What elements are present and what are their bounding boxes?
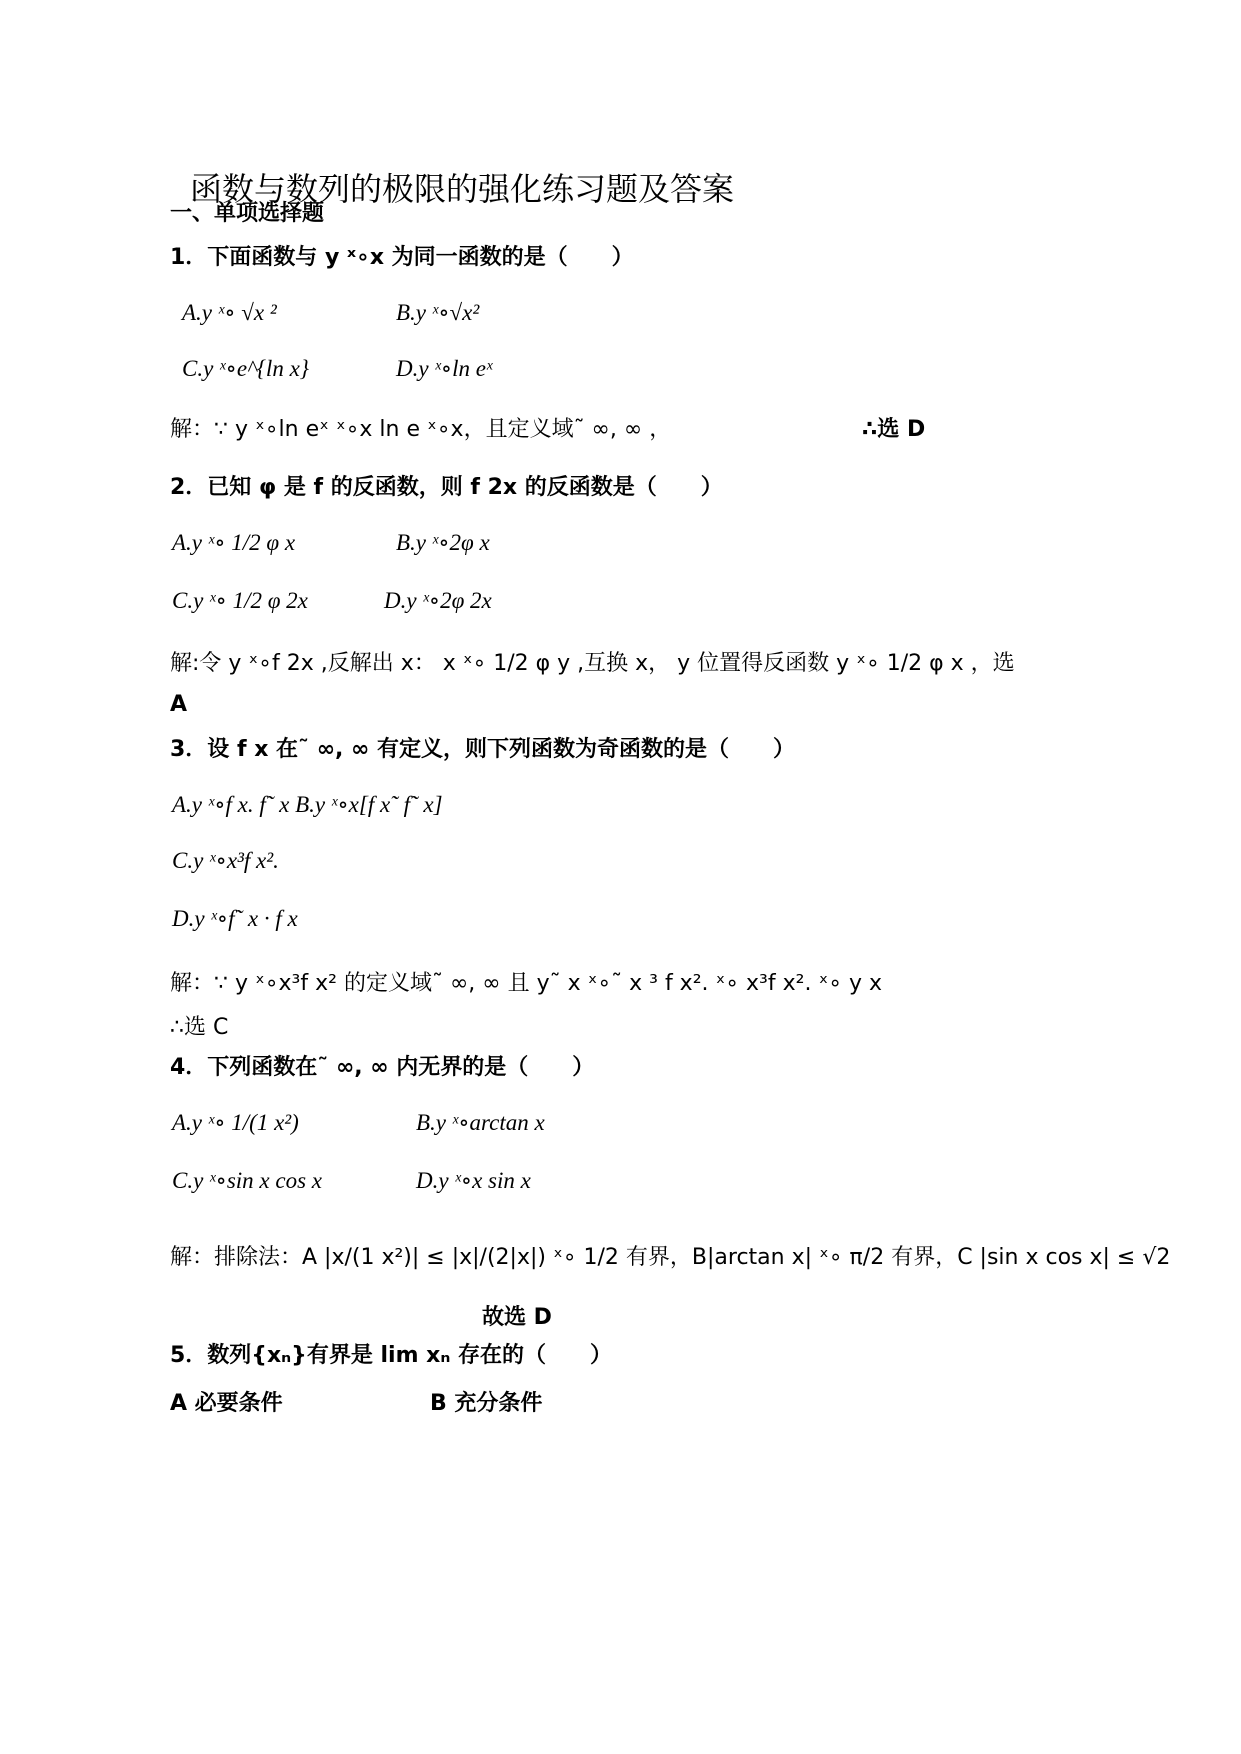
- question-1-solution: 解：∵ y ˣ∘ln eˣ ˣ∘x ln e ˣ∘x，且定义域˜ ∞, ∞ ，: [170, 417, 672, 442]
- question-2-stem: 2．已知 φ 是 f 的反函数，则 f 2x 的反函数是（ ）: [170, 475, 723, 500]
- question-1-answer: ∴选 D: [862, 417, 926, 442]
- question-2-option-a[interactable]: A.y ˣ∘ 1/2 φ x: [172, 530, 296, 555]
- question-3-stem: 3．设 f x 在˜ ∞, ∞ 有定义，则下列函数为奇函数的是（ ）: [170, 737, 796, 762]
- question-4-option-d[interactable]: D.y ˣ∘x sin x: [416, 1168, 531, 1193]
- question-2-option-d[interactable]: D.y ˣ∘2φ 2x: [384, 588, 492, 613]
- question-1-option-b[interactable]: B.y ˣ∘√x²: [396, 300, 480, 325]
- question-3-option-c[interactable]: C.y ˣ∘x³f x².: [172, 848, 279, 873]
- page-title: 函数与数列的极限的强化练习题及答案: [190, 170, 735, 208]
- section-heading: 一、单项选择题: [170, 201, 325, 226]
- question-3-answer: ∴选 C: [170, 1015, 229, 1040]
- question-5-option-a[interactable]: A 必要条件: [170, 1391, 283, 1416]
- question-4-option-b[interactable]: B.y ˣ∘arctan x: [416, 1110, 545, 1135]
- question-4-solution: 解：排除法：A |x/(1 x²)| ≤ |x|/(2|x|) ˣ∘ 1/2 有界，B|arctan x| ˣ∘ π/2 有界，C |sin x cos x| ≤ √2: [170, 1245, 1171, 1270]
- question-5-stem: 5．数列{xₙ}有界是 lim xₙ 存在的（ ）: [170, 1343, 613, 1368]
- question-1-option-c[interactable]: C.y ˣ∘e^{ln x}: [182, 356, 309, 381]
- question-5-option-b[interactable]: B 充分条件: [430, 1391, 543, 1416]
- question-3-solution: 解：∵ y ˣ∘x³f x² 的定义域˜ ∞, ∞ 且 y˜ x ˣ∘˜ x ³ f x². ˣ∘ x³f x². ˣ∘ y x: [170, 971, 883, 996]
- question-1-option-d[interactable]: D.y ˣ∘ln eˣ: [396, 356, 493, 381]
- question-4-option-c[interactable]: C.y ˣ∘sin x cos x: [172, 1168, 322, 1193]
- question-3-options-ab[interactable]: A.y ˣ∘f x. f˜ x B.y ˣ∘x[f x˜ f˜ x]: [172, 792, 443, 817]
- question-4-answer: 故选 D: [482, 1305, 552, 1330]
- question-3-option-d[interactable]: D.y ˣ∘f˜ x · f x: [172, 906, 298, 931]
- question-1-stem: 1．下面函数与 y ˣ∘x 为同一函数的是（ ）: [170, 245, 634, 270]
- question-2-answer: A: [170, 692, 188, 717]
- question-4-option-a[interactable]: A.y ˣ∘ 1/(1 x²): [172, 1110, 299, 1135]
- question-4-stem: 4．下列函数在˜ ∞, ∞ 内无界的是（ ）: [170, 1055, 595, 1080]
- question-1-option-a[interactable]: A.y ˣ∘ √x ²: [182, 300, 277, 325]
- question-2-option-c[interactable]: C.y ˣ∘ 1/2 φ 2x: [172, 588, 308, 613]
- question-2-solution: 解:令 y ˣ∘f 2x ,反解出 x： x ˣ∘ 1/2 φ y ,互换 x， y 位置得反函数 y ˣ∘ 1/2 φ x ，选: [170, 651, 1015, 676]
- question-2-option-b[interactable]: B.y ˣ∘2φ x: [396, 530, 490, 555]
